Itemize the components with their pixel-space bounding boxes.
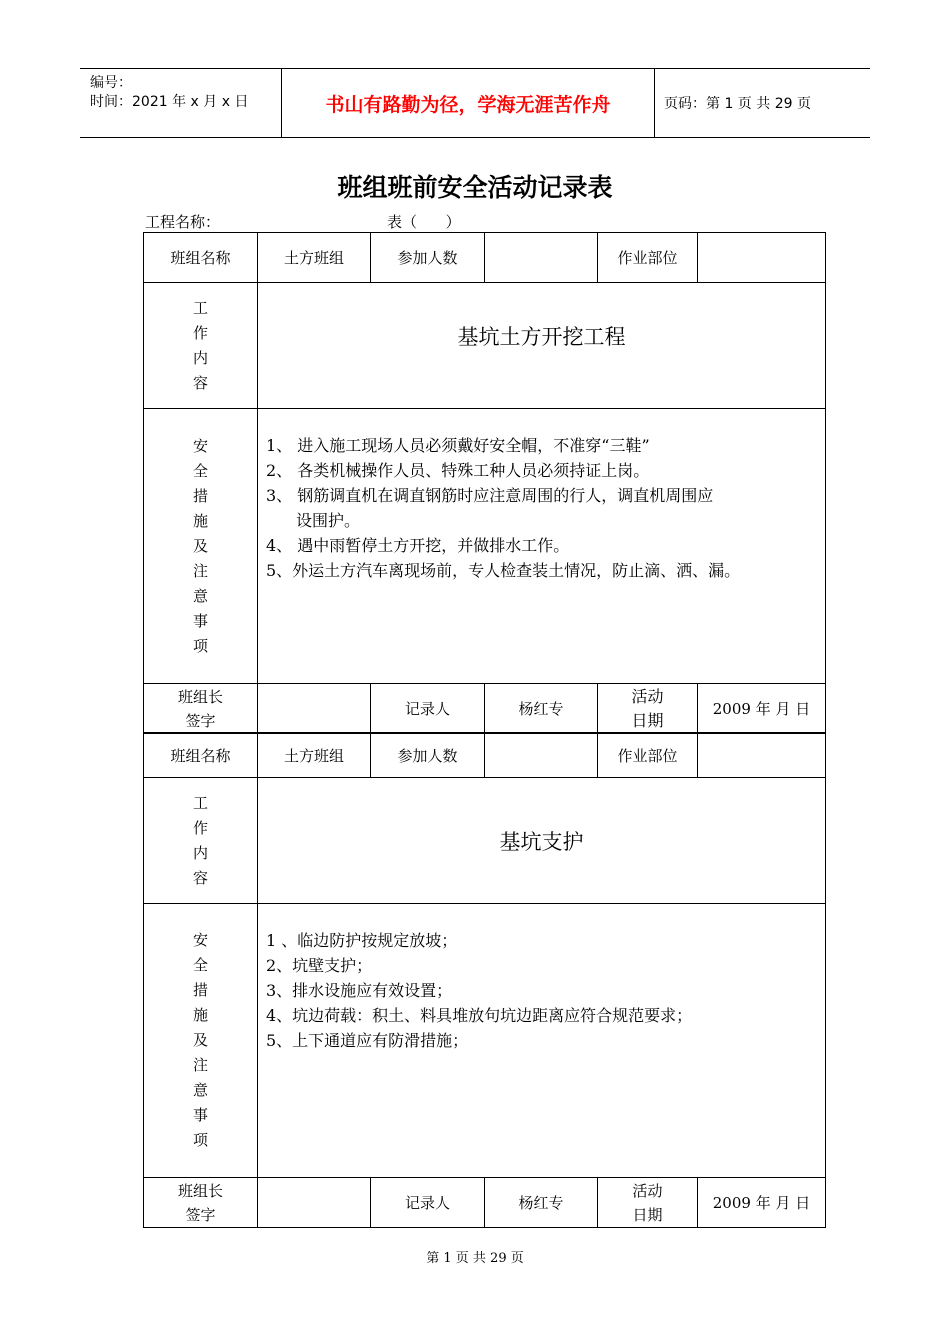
measure-item: 3、排水设施应有效设置； xyxy=(266,981,453,1000)
activity-date-value: 2009 年 月 日 xyxy=(698,684,826,734)
participants-value xyxy=(485,733,598,778)
measure-item: 1、 进入施工现场人员必须戴好安全帽，不准穿“三鞋” xyxy=(266,436,650,455)
safety-measures-list xyxy=(258,409,826,684)
team-name-value: 土方班组 xyxy=(258,233,371,283)
measure-item: 5、外运土方汽车离现场前，专人检查装土情况，防止滴、洒、漏。 xyxy=(266,561,741,580)
activity-date-value: 2009 年 月 日 xyxy=(698,1178,826,1228)
participants-label: 参加人数 xyxy=(371,733,485,778)
safety-measures-list xyxy=(258,904,826,1178)
page-header xyxy=(80,68,870,138)
team-name-label: 班组名称 xyxy=(144,233,258,283)
measure-item: 1 、临边防护按规定放坡； xyxy=(266,931,458,950)
safety-measures-label: 安 全 措 施 及 注 意 事 项 xyxy=(144,904,258,1178)
table-number-label: 表（ ） xyxy=(387,213,461,231)
record-table-2 xyxy=(143,732,826,1228)
motto: 书山有路勤为径，学海无涯苦作舟 xyxy=(282,69,655,137)
activity-date-label: 活动 日期 xyxy=(598,1178,698,1228)
work-content-value: 基坑支护 xyxy=(258,778,826,904)
project-line xyxy=(145,211,461,232)
work-area-value xyxy=(698,733,826,778)
recorder-value: 杨红专 xyxy=(485,1178,598,1228)
page-footer: 第 1 页 共 29 页 xyxy=(426,1251,524,1266)
recorder-label: 记录人 xyxy=(371,684,485,734)
measure-item: 4、坑边荷载：积土、料具堆放句坑边距离应符合规范要求； xyxy=(266,1006,693,1025)
serial-label: 编号： xyxy=(90,75,132,91)
work-area-value xyxy=(698,233,826,283)
leader-sign-label: 班组长 签字 xyxy=(144,1178,258,1228)
leader-sign-value xyxy=(258,684,371,734)
work-content-value: 基坑土方开挖工程 xyxy=(258,283,826,409)
measure-item: 2、坑壁支护； xyxy=(266,956,373,975)
team-name-value: 土方班组 xyxy=(258,733,371,778)
work-area-label: 作业部位 xyxy=(598,233,698,283)
work-content-label: 工 作 内 容 xyxy=(144,283,258,409)
recorder-label: 记录人 xyxy=(371,1178,485,1228)
leader-sign-value xyxy=(258,1178,371,1228)
measure-item: 5、上下通道应有防滑措施； xyxy=(266,1031,469,1050)
work-content-label: 工 作 内 容 xyxy=(144,778,258,904)
document-title: 班组班前安全活动记录表 xyxy=(337,173,613,202)
leader-sign-label: 班组长 签字 xyxy=(144,684,258,734)
header-meta xyxy=(80,69,282,137)
recorder-value: 杨红专 xyxy=(485,684,598,734)
team-name-label: 班组名称 xyxy=(144,733,258,778)
measure-item: 设围护。 xyxy=(296,511,361,530)
participants-label: 参加人数 xyxy=(371,233,485,283)
page-info: 页码：第 1 页 共 29 页 xyxy=(664,96,811,112)
measure-item: 2、 各类机械操作人员、特殊工种人员必须持证上岗。 xyxy=(266,461,650,480)
safety-measures-label: 安 全 措 施 及 注 意 事 项 xyxy=(144,409,258,684)
project-label: 工程名称： xyxy=(145,213,221,231)
work-area-label: 作业部位 xyxy=(598,733,698,778)
measure-item: 3、 钢筋调直机在调直钢筋时应注意周围的行人，调直机周围应 xyxy=(266,486,714,505)
measure-item: 4、 遇中雨暂停土方开挖，并做排水工作。 xyxy=(266,536,570,555)
record-table-1 xyxy=(143,232,826,734)
time-label: 时间：2021 年 x 月 x 日 xyxy=(90,94,249,110)
participants-value xyxy=(485,233,598,283)
activity-date-label: 活动 日期 xyxy=(598,684,698,734)
